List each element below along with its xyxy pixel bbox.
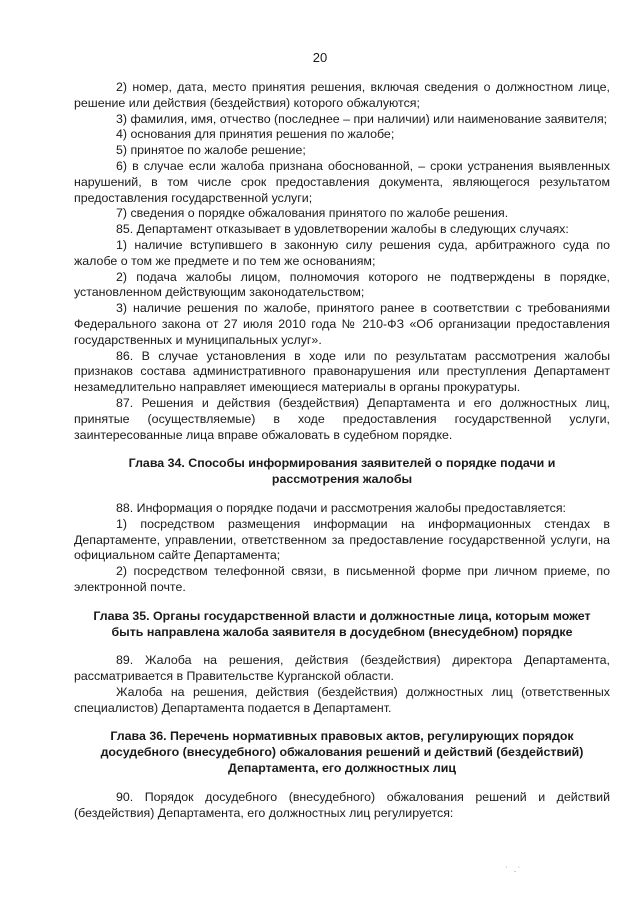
chapter-heading: Глава 34. Способы информирования заявителей о порядке подачи и рассмотрения жалобы [128, 456, 556, 487]
paragraph: 5) принятое по жалобе решение; [116, 143, 306, 158]
paragraph: Жалоба на решения, действия (бездействия) должностных лиц (ответственных специалистов) Департамента подается в Департамент. [74, 684, 610, 715]
paragraph: 2) подача жалобы лицом, полномочия которого не подтверждены в порядке, установленном действующим законодательством; [74, 269, 610, 300]
chapter-heading: Глава 36. Перечень нормативных правовых актов, регулирующих порядок досудебного (внесудебного) обжалования решений и действий (бездействий) Департамента, его должностных лиц [100, 729, 584, 776]
paragraph: 3) фамилия, имя, отчество (последнее – при наличии) или наименование заявителя; [116, 111, 608, 126]
scan-artifact: ˙ ·˙ [505, 866, 522, 877]
paragraph: 85. Департамент отказывает в удовлетворении жалобы в следующих случаях: [116, 222, 569, 237]
paragraph: 87. Решения и действия (бездействия) Департамента и его должностных лиц, принятые (осуществляемые) в ходе предоставления государственной услуги, заинтересованные лица вправе обжаловать в судебном порядке. [74, 395, 610, 442]
paragraph: 2) посредством телефонной связи, в письменной форме при личном приеме, по электронной почте. [74, 564, 610, 594]
paragraph: 1) посредством размещения информации на информационных стендах в Департаменте, управлении, ответственном за предоставление государственной услуги, на официальном сайте Департамента; [74, 516, 610, 563]
paragraph: 90. Порядок досудебного (внесудебного) обжалования решений и действий (бездействия) Департамента, его должностных лиц регулируется: [74, 789, 610, 820]
document-body [74, 80, 610, 821]
paragraph: 4) основания для принятия решения по жалобе; [116, 127, 395, 142]
paragraph: 3) наличие решения по жалобе, принятого ранее в соответствии с требованиями Федерального закона от 27 июля 2010 года № 210-ФЗ «Об организации предоставления государственных и муниципальных услуг». [74, 301, 610, 347]
paragraph: 1) наличие вступившего в законную силу решения суда, арбитражного суда по жалобе о том же предмете и по тем же основаниям; [74, 237, 610, 268]
paragraph: 7) сведения о порядке обжалования принятого по жалобе решения. [116, 206, 509, 221]
paragraph: 88. Информация о порядке подачи и рассмотрения жалобы предоставляется: [116, 500, 566, 515]
chapter-heading: Глава 35. Органы государственной власти и должностные лица, которым может быть направлена жалоба заявителя в досудебном (внесудебном) порядке [93, 608, 591, 639]
paragraph: 86. В случае установления в ходе или по результатам рассмотрения жалобы признаков состава административного правонарушения или преступления Департамент незамедлительно направляет имеющиеся материалы в органы прокуратуры. [74, 348, 610, 395]
paragraph: 89. Жалоба на решения, действия (бездействия) директора Департамента, рассматривается в Правительстве Курганской области. [74, 653, 610, 684]
paragraph: 2) номер, дата, место принятия решения, включая сведения о должностном лице, решение или действия (бездействия) которого обжалуются; [74, 80, 610, 110]
page-number: 20 [312, 50, 328, 65]
paragraph: 6) в случае если жалоба признана обоснованной, – сроки устранения выявленных нарушений, в том числе срок предоставления документа, являющегося результатом предоставления государственной услуги; [74, 158, 610, 205]
